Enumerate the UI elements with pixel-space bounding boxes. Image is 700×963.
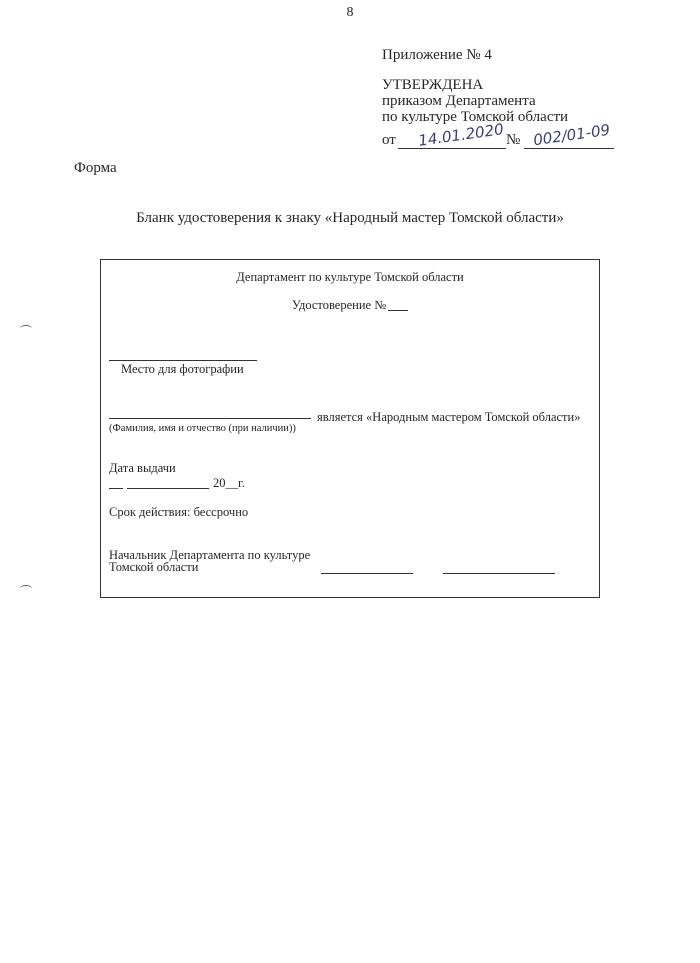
punch-mark-bottom (20, 585, 32, 592)
validity-text: Срок действия: бессрочно (109, 505, 249, 519)
fio-line (109, 418, 311, 419)
fio-label: (Фамилия, имя и отчество (при наличии)) (109, 423, 296, 434)
approved-label: УТВЕРЖДЕНА (382, 77, 484, 93)
chief-title-line-2: Томской области (109, 560, 199, 574)
certificate-number: Удостоверение № (101, 298, 599, 313)
order-line-1: приказом Департамента (382, 93, 536, 109)
certificate-frame (100, 259, 600, 598)
chief-title-line-1: Начальник Департамента по культуре (109, 548, 311, 562)
form-label: Форма (74, 160, 117, 176)
order-line-2: по культуре Томской области (382, 109, 569, 125)
appendix-block (382, 47, 568, 125)
is-master-text: является «Народным мастером Томской области» (317, 410, 581, 424)
signature-line (321, 573, 413, 574)
month-line (127, 488, 209, 489)
signature-name-line (443, 573, 555, 574)
certificate-number-blank (388, 298, 408, 311)
photo-placeholder-label: Место для фотографии (121, 362, 244, 376)
handwritten-date: 14.01.2020 (417, 120, 505, 150)
photo-line (109, 360, 257, 361)
appendix-title: Приложение № 4 (382, 47, 492, 63)
issue-date-label: Дата выдачи (109, 461, 176, 475)
year-label: 20__г. (213, 476, 245, 490)
punch-mark-top (20, 325, 32, 332)
document-title: Бланк удостоверения к знаку «Народный мастер Томской области» (136, 210, 564, 226)
department-name: Департамент по культуре Томской области (236, 270, 464, 284)
handwritten-number: 002/01-09 (532, 120, 612, 150)
number-sign: № (506, 132, 521, 148)
page-number: 8 (346, 5, 354, 20)
from-label: от (382, 132, 396, 148)
day-line (109, 488, 123, 489)
